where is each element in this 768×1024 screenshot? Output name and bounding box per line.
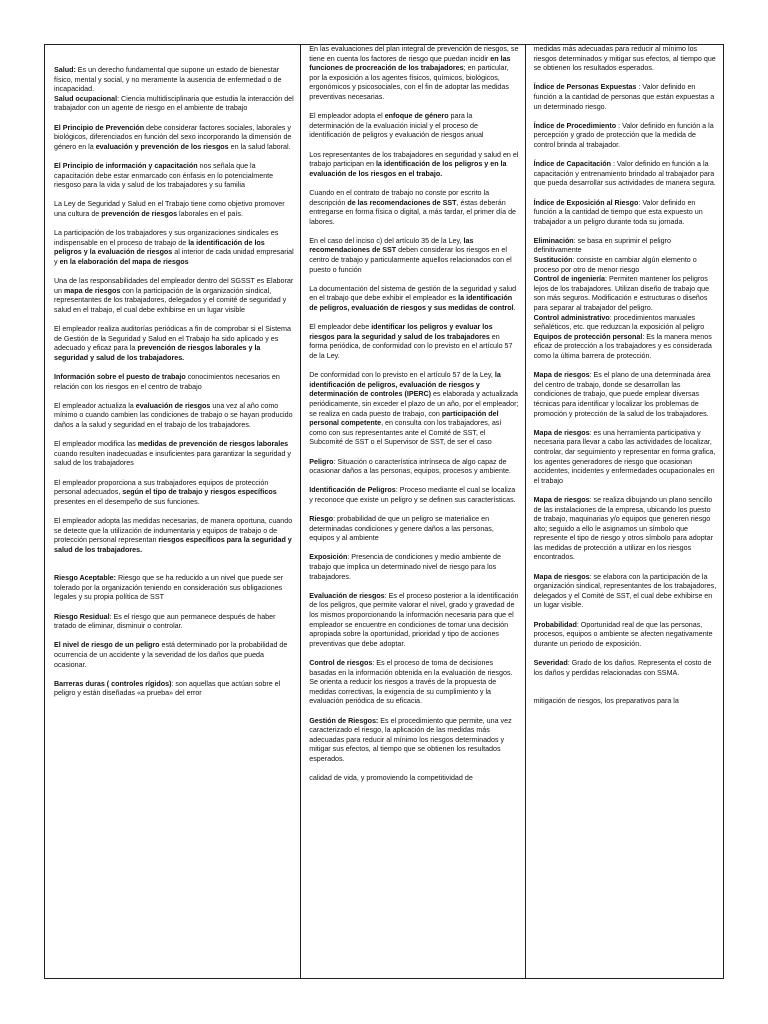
bold-term: Salud: — [54, 66, 76, 74]
bold-term: Probabilidad — [533, 620, 577, 629]
bold-term: la identificación de peligros, evaluación de riesgos y sus medidas de control — [309, 294, 514, 313]
text-run: con la participación de la organización sindical, representantes de los trabajadores, delegados y el comité de seguridad y salud en el trabajo, el cual debe exhibirse en un lugar visible — [54, 286, 287, 314]
text-run: : procedimientos manuales señaléticos, etc. que reduzcan la exposición al peligro — [533, 313, 705, 332]
text-run: : Proceso mediante el cual se localiza y reconoce que existe un peligro y se definen sus características. — [309, 486, 516, 504]
paragraph — [309, 371, 518, 448]
paragraph — [309, 285, 518, 314]
text-run: , en consulta con los trabajadores, así como con sus representantes ante el Comité de SST, el Subcomité de SST o el Supervisor de SST, de ser el caso — [309, 419, 502, 447]
paragraph — [534, 275, 719, 313]
text-run: debe considerar factores sociales, laborales y biológicos, diferenciados en función del sexo incorporando la dimensión de género en la — [54, 123, 292, 151]
text-run: : probabilidad de que un peligro se materialice en determinadas condiciones y genere daños a las personas, equipos y al ambiente — [309, 515, 494, 543]
paragraph — [54, 574, 294, 603]
bold-term: evaluación de riesgos — [135, 401, 211, 410]
text-run: laborales en el país. — [177, 209, 243, 218]
bold-term: la identificación de los peligros y la evaluación de riesgos — [54, 238, 265, 257]
text-run: Los representantes de los trabajadores en seguridad y salud en el trabajo participan en — [309, 150, 519, 169]
paragraph — [309, 659, 518, 707]
paragraph — [309, 592, 518, 650]
text-run: : Valor definido en función a la capacitación y entrenamiento brindado al trabajador para que pueda desarrollar sus actividades de manera segura. — [533, 160, 716, 188]
column-2 — [300, 45, 524, 978]
paragraph — [534, 83, 719, 112]
bold-term: Severidad — [533, 659, 568, 667]
bold-term: El Principio de Prevención — [54, 123, 145, 132]
bold-term: participación del personal competente — [309, 409, 499, 428]
text-run: Es un derecho fundamental que supone un estado de bienestar físico, mental y social, y no meramente la ausencia de enfermedad o de incapacidad. — [54, 66, 282, 94]
paragraph — [309, 112, 518, 141]
text-run: : Es el proceso posterior a la identificación de los peligros, que permite valorar el nivel, grado y gravedad de los mismos proporcionando la información necesaria para que el empleador se encuentre en condiciones de tomar una decisión apropiada sobre la oportunidad, prioridad y tipo de acciones preventivas que debe adoptar. — [309, 591, 519, 648]
text-run: ; en particular, por la exposición a los agentes físicos, químicos, biológicos, ergonómicos y psicosociales, con el fin de adoptar las medidas preventivas necesarias. — [309, 64, 509, 101]
bold-term: Control administrativo — [533, 313, 610, 322]
paragraph — [54, 229, 294, 267]
bold-term: enfoque de género — [384, 112, 449, 121]
text-run: presentes en el desempeño de sus funciones. — [54, 497, 200, 506]
text-run: calidad de vida, y promoviendo la competitividad de — [309, 774, 473, 783]
bold-term: Gestión de Riesgos: — [309, 716, 379, 725]
bold-term: Índice de Capacitación — [533, 160, 611, 169]
text-run: para la determinación de la evaluación inicial y el proceso de identificación de peligros y evaluación de riesgos anual — [309, 112, 484, 140]
text-run: : es una herramienta participativa y necesaria para llevar a cabo las actividades de localizar, controlar, dar seguimiento y representar en forma grafica, los agentes generadores de riesgo que ocasionan accidentes, incidentes y enfermedades ocupacionales en el trabajo — [533, 428, 716, 485]
paragraph — [54, 66, 294, 95]
paragraph — [309, 553, 518, 582]
bold-term: Información sobre el puesto de trabajo — [54, 373, 186, 381]
text-run: Es el procedimiento que permite, una vez caracterizado el riesgo, la aplicación de las medidas más adecuadas para reducir al mínimo los riesgos determinados y mitigar sus efectos, al tiempo que se obtienen los resultados esperados. — [309, 716, 512, 763]
text-run: Cuando en el contrato de trabajo no conste por escrito la descripción — [309, 188, 490, 207]
paragraph — [534, 199, 719, 228]
bold-term: Control de ingeniería — [533, 275, 606, 284]
paragraph — [309, 45, 518, 103]
paragraph — [309, 151, 518, 180]
paragraph — [534, 160, 719, 189]
bold-term: prevención de riesgos — [101, 209, 178, 218]
text-run: : Es el proceso de toma de decisiones basadas en la información obtenida en la evaluación de riesgos. Se orienta a reducir los riesgos a través de la propuesta de medidas correctivas, la exigencia de su cumplimiento y la evaluación periódica de su eficacia. — [309, 659, 513, 706]
paragraph — [54, 162, 294, 191]
paragraph — [54, 277, 294, 315]
text-run: : Presencia de condiciones y medio ambiente de trabajo que implica un determinado nivel de riesgo para los trabajadores. — [309, 553, 501, 581]
bold-term: Índice de Procedimiento — [533, 121, 617, 130]
text-run: : Valor definido en función a la cantidad de tiempo que esta expuesto un trabajador a un peligro durante toda su jornada. — [533, 198, 703, 226]
text-run: medidas más adecuadas para reducir al mínimo los riesgos determinados y mitigar sus efectos, al tiempo que se obtienen los resultados esperados. — [533, 45, 716, 73]
text-run: : Ciencia multidisciplinaria que estudia la interacción del trabajador con un agente de riesgo en el ambiente de trabajo — [54, 94, 294, 113]
paragraph — [309, 458, 518, 477]
document-table — [44, 44, 724, 979]
paragraph — [534, 573, 719, 611]
text-run: El empleador adopta las medidas necesarias, de manera oportuna, cuando se detecte que la utilización de indumentaria y equipos de trabajo o de protección personal representan — [54, 516, 293, 545]
text-run: cuando resulten inadecuadas e insuficientes para garantizar la seguridad y salud de los trabajadores — [54, 449, 291, 468]
bold-term: las recomendaciones de SST — [309, 236, 474, 255]
paragraph — [54, 517, 294, 555]
bold-term: Riesgo Aceptable: — [54, 574, 117, 583]
text-run: mitigación de riesgos, los preparativos para la — [533, 697, 679, 706]
paragraph — [534, 256, 719, 275]
paragraph — [54, 402, 294, 431]
bold-term: la identificación de los peligros y en la evaluación de los riesgos en el trabajo. — [309, 160, 507, 178]
bold-term: El Principio de información y capacitación — [54, 161, 198, 170]
bold-term: medidas de prevención de riesgos laborales — [137, 440, 289, 449]
paragraph — [54, 479, 294, 508]
paragraph — [534, 314, 719, 333]
paragraph — [534, 122, 719, 151]
text-run: : se basa en suprimir el peligro definitivamente — [533, 236, 671, 255]
bold-term: Sustitución — [533, 256, 573, 265]
text-run: El empleador proporciona a sus trabajadores equipos de protección personal adecuados, — [54, 478, 269, 497]
paragraph — [534, 621, 719, 650]
paragraph — [534, 237, 719, 256]
bold-term: Mapa de riesgos — [533, 428, 590, 437]
column-3 — [525, 45, 723, 978]
text-run: : Grado de los daños. Representa el costo de los daños y perdidas relacionadas con SSMA. — [533, 659, 712, 677]
paragraph — [309, 323, 518, 361]
bold-term: según el tipo de trabajo y riesgos específicos — [122, 488, 277, 497]
text-run: El empleador adopta el — [309, 112, 385, 121]
bold-term: Exposición — [309, 553, 348, 562]
text-run: Riesgo que se ha reducido a un nivel que puede ser tolerado por la organización teniendo en consideración sus obligaciones legales y su propia política de SST — [54, 574, 284, 602]
paragraph — [534, 496, 719, 563]
text-run: . — [513, 304, 516, 313]
text-run: La participación de los trabajadores y sus organizaciones sindicales es indispensable en el proceso de trabajo de — [54, 229, 279, 247]
bold-term: Mapa de riesgos — [533, 572, 590, 581]
text-run: es elaborada y actualizada periódicamente, sin exceder el plazo de un año, por el empleador; se realiza en cada puesto de trabajo, con — [309, 390, 519, 418]
text-run: al interior de cada unidad empresarial y — [54, 248, 294, 266]
text-run: : Es la manera menos eficaz de protección a los trabajadores y es considerada como la última barrera de protección. — [533, 332, 712, 360]
text-run: en forma periódica, de conformidad con lo previsto en el artículo 57 de la Ley. — [309, 332, 513, 360]
bold-term: Riesgo — [309, 515, 334, 524]
text-run: El empleador modifica las — [54, 440, 138, 449]
paragraph — [309, 717, 518, 765]
bold-term: mapa de riesgos — [63, 286, 121, 295]
bold-term: Riesgo Residual — [54, 612, 110, 621]
text-run: El empleador actualiza la — [54, 401, 136, 410]
bold-term: de las recomendaciones de SST — [347, 198, 457, 207]
bold-term: identificar los peligros y evaluar los riesgos para la seguridad y salud de los trabajadores — [309, 323, 493, 341]
text-run: La documentación del sistema de gestión de la seguridad y salud en el trabajo que debe exhibir el empleador es — [309, 284, 517, 303]
text-run: El empleador realiza auditorías periódicas a fin de comprobar si el Sistema de Gestión de la Seguridad y Salud en el Trabajo ha sido aplicado y es adecuado y eficaz para la — [54, 325, 291, 353]
text-run: La Ley de Seguridad y Salud en el Trabajo tiene como objetivo promover una cultura de — [54, 200, 285, 218]
text-run: : Valor definido en función a la cantidad de personas que están expuestas a un determinado riesgo. — [533, 83, 715, 111]
text-run: En las evaluaciones del plan integral de prevención de riesgos, se tiene en cuenta los factores de riesgo que puedan incidir — [309, 45, 519, 63]
text-run: : consiste en cambiar algún elemento o proceso por otro de menor riesgo — [533, 256, 697, 274]
text-run: : Permiten mantener los peligros lejos de los trabajadores. Utilizan diseño de trabajo que son más seguros. Modificación e estructuras o diseños para separar al trabajador del peligro. — [533, 275, 710, 313]
paragraph — [534, 371, 719, 419]
bold-term: en las funciones de procreación de los trabajadores — [309, 54, 511, 73]
paragraph — [534, 45, 719, 74]
bold-term: Barreras duras ( controles rígidos) — [54, 679, 172, 688]
text-run: está determinado por la probabilidad de ocurrencia de un accidente y la severidad de los daños que pueda ocasionar. — [54, 641, 288, 669]
bold-term: evaluación y prevención de los riesgos — [95, 142, 229, 151]
text-run: De conformidad con lo previsto en el artículo 57 de la Ley, — [309, 371, 495, 380]
bold-term: Peligro — [309, 457, 334, 466]
text-run: Una de las responsabilidades del empleador dentro del SGSST es Elaborar un — [54, 277, 294, 295]
bold-term: la identificación de peligros, evaluación de riesgos y determinación de controles (IPERC) — [309, 371, 501, 399]
bold-term: Identificación de Peligros — [309, 486, 396, 495]
paragraph — [54, 613, 294, 632]
paragraph — [54, 95, 294, 114]
text-run: en la salud laboral. — [228, 142, 291, 151]
text-run: nos señala que la capacitación debe estar enmarcado con énfasis en lo potencialmente riesgoso para la vida y salud de los trabajadores y su familia — [54, 161, 274, 190]
paragraph — [309, 237, 518, 275]
bold-term: riesgos específicos para la seguridad y salud de los trabajadores. — [54, 536, 292, 554]
bold-term: prevención de riesgos laborales y la seguridad y salud de los trabajadores. — [54, 344, 261, 362]
text-run: : se elabora con la participación de la organización sindical, representantes de los trabajadores, delegados y el Comité de SST, el cual debe exhibirse en un lugar visible. — [533, 572, 717, 610]
bold-term: Salud ocupacional — [54, 94, 118, 103]
paragraph — [534, 659, 719, 678]
bold-term: Mapa de riesgos — [533, 495, 590, 504]
text-run: : Es el riesgo que aun permanece después de haber tratado de eliminar, disminuir o controlar. — [54, 612, 276, 631]
text-run: En el caso del inciso c) del artículo 35 de la Ley, — [309, 236, 464, 245]
text-run: : Es el plano de una determinada área del centro de trabajo, donde se desarrollan las condiciones de trabajo, que puede emplear diversas técnicas para identificar y localizar los problemas de promoción y protección de la salud de los trabajadores. — [533, 371, 711, 418]
text-run: El empleador debe — [309, 323, 372, 332]
bold-term: El nivel de riesgo de un peligro — [54, 641, 160, 650]
bold-term: Índice de Personas Expuestas — [533, 83, 637, 92]
bold-term: Control de riesgos — [309, 659, 373, 667]
text-run: deben considerar los riesgos en el centro de trabajo y particularmente aquellos relacionados con el puesto o función — [309, 246, 512, 274]
text-run: una vez al año como mínimo o cuando cambien las condiciones de trabajo o se hayan producido daños a la salud y seguridad en el trabajo de los trabajadores. — [54, 401, 293, 429]
bold-term: Eliminación — [533, 236, 574, 245]
text-run: : Situación o característica intrínseca de algo capaz de ocasionar daños a las personas, equipos, procesos y ambiente. — [309, 457, 511, 476]
text-run: : Valor definido en función a la percepción y grado de protección que la medida de control brinda al trabajador. — [533, 121, 714, 149]
paragraph — [54, 641, 294, 670]
bold-term: Evaluación de riesgos — [309, 591, 385, 600]
text-run: conocimientos necesarios en relación con los riesgos en el centro de trabajo — [54, 373, 280, 391]
paragraph — [54, 373, 294, 392]
bold-term: Equipos de protección personal — [533, 332, 643, 341]
paragraph — [54, 124, 294, 153]
bold-term: Índice de Exposición al Riesgo — [533, 198, 639, 207]
paragraph — [309, 486, 518, 505]
text-run: : Oportunidad real de que las personas, procesos, equipos o ambiente se afecten negativamente durante un periodo de exposición. — [533, 620, 713, 648]
text-run: , éstas deberán entregarse en forma física o digital, a más tardar, el primer día de labores. — [309, 198, 517, 226]
paragraph — [309, 774, 518, 784]
paragraph — [54, 440, 294, 469]
paragraph — [534, 429, 719, 487]
column-1 — [45, 45, 300, 978]
paragraph — [534, 697, 719, 707]
paragraph — [54, 200, 294, 219]
paragraph — [534, 333, 719, 362]
bold-term: Mapa de riesgos — [533, 371, 590, 380]
paragraph — [309, 515, 518, 544]
paragraph — [309, 189, 518, 227]
text-run: : se realiza dibujando un plano sencillo de las instalaciones de la empresa, ubicando los puesto de trabajo, maquinarias y/o equipos que generen riesgo alto; seguido a ello le asignamos un símbolo que represente el tipo de riesgo y otros símbolo para adoptar las medidas de protección a utilizar en los riesgos encontrados. — [533, 495, 714, 562]
paragraph — [54, 325, 294, 363]
text-run: : son aquellas que actúan sobre el peligro y están diseñadas «a prueba» del error — [54, 679, 281, 698]
paragraph — [54, 680, 294, 699]
bold-term: en la elaboración del mapa de riesgos — [59, 257, 189, 266]
